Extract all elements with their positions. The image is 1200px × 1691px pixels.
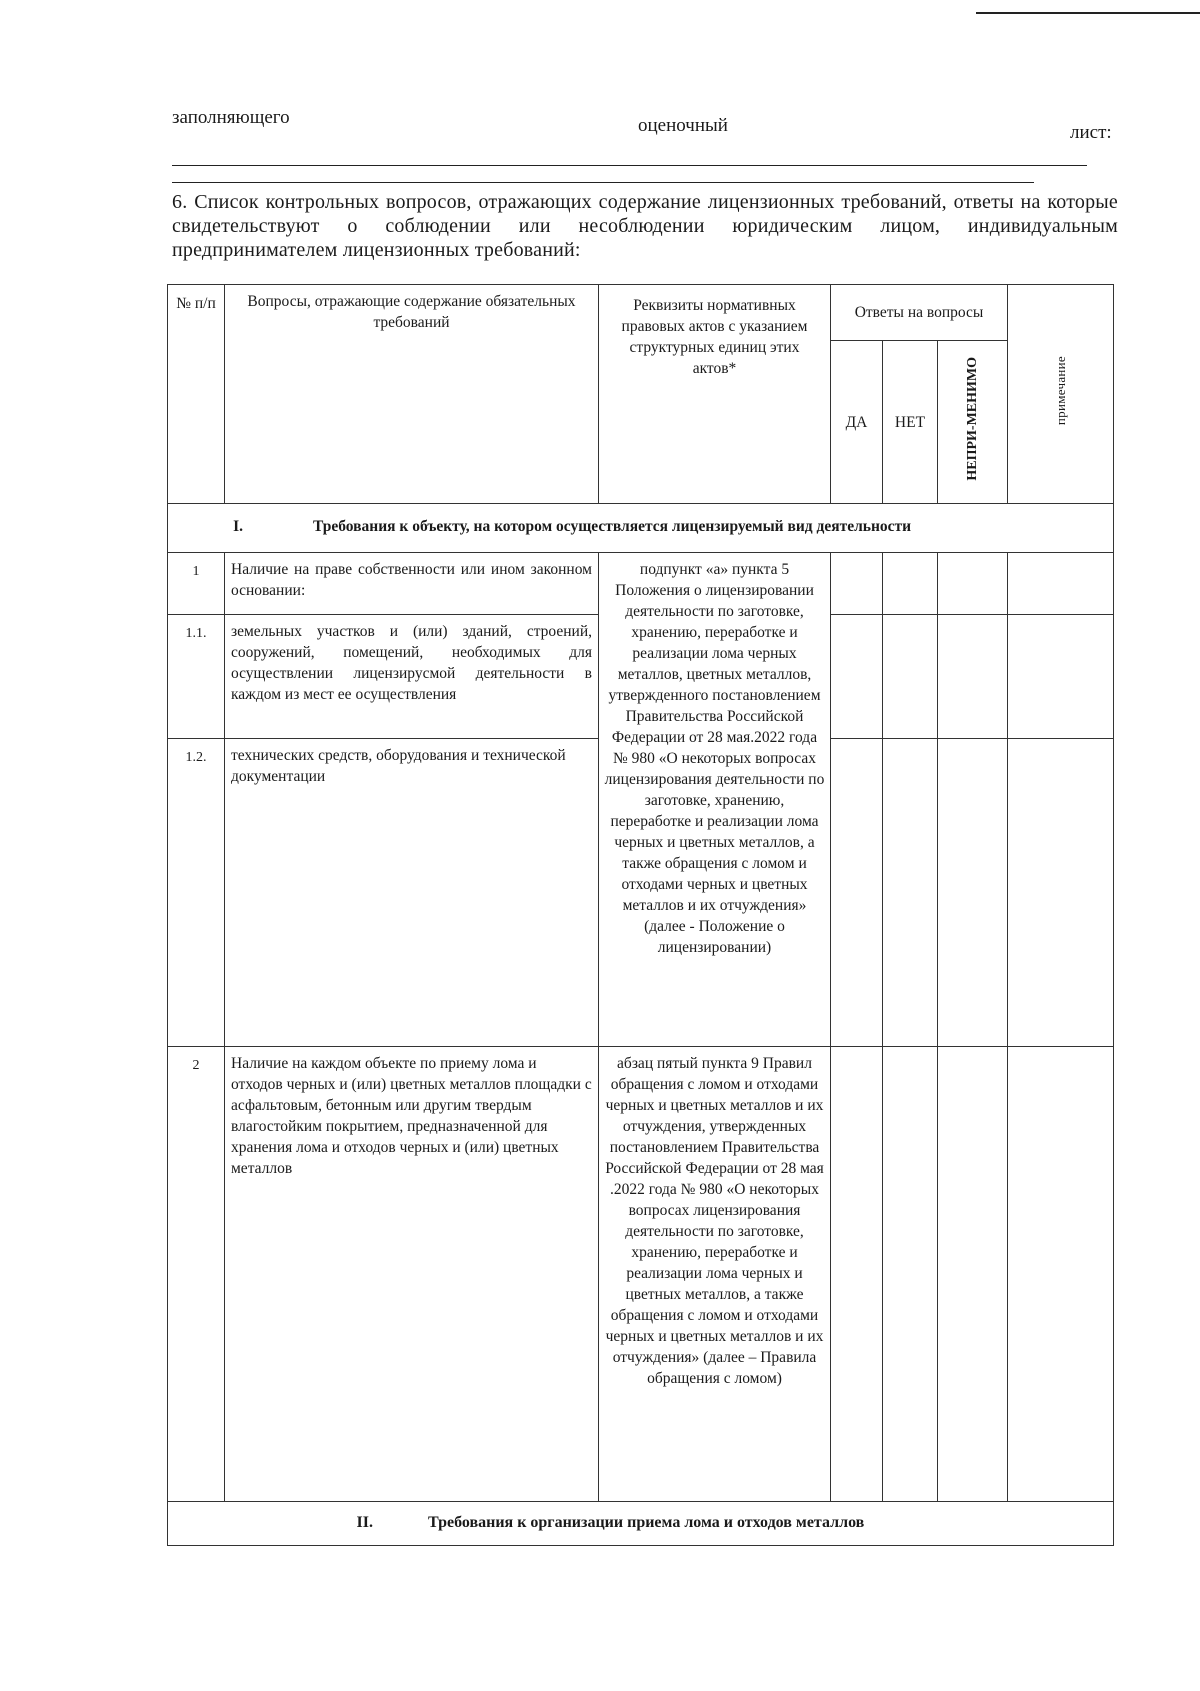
header-na: НЕПРИ-МЕНИМО (965, 357, 980, 481)
section-2-title: Требования к организации приема лома и отходов металлов (428, 1514, 865, 1531)
section-row-1 (168, 504, 1114, 553)
row-1-1-yes[interactable] (831, 615, 883, 739)
section-2-number: II. (356, 1514, 373, 1531)
row-1-2-yes[interactable] (831, 739, 883, 1047)
header-right-word: лист: (1070, 122, 1112, 143)
fill-line-2 (172, 182, 1034, 183)
section-1-title: Требования к объекту, на котором осуществляется лицензируемый вид деятельности (313, 518, 912, 535)
row-1-note[interactable] (1008, 553, 1114, 615)
table-row (168, 1047, 1114, 1502)
header-requisites: Реквизиты нормативных правовых актов с указанием структурных единиц этих актов* (599, 285, 831, 504)
row-1-na[interactable] (938, 553, 1008, 615)
row-2-question: Наличие на каждом объекте по приему лома и отходов черных и (или) цветных металлов площадки с асфальтовым, бетонным или другим твердым влагостойким покрытием, предназначенной для хранения лома и отходов черных и (или) цветных металлов (225, 1047, 599, 1502)
row-1-2-num: 1.2. (168, 739, 225, 1047)
header-mid-word: оценочный (638, 115, 728, 136)
header-num: № п/п (168, 285, 225, 504)
header-yes: ДА (831, 341, 883, 504)
table-header-row (168, 285, 1114, 341)
header-na-cell (938, 341, 1008, 504)
row-1-requisites: подпункт «а» пункта 5 Положения о лицензировании деятельности по заготовке, хранению, переработке и реализации лома черных металлов, цветных металлов, утвержденного постановлением Правительства Российской Федерации от 28 мая.2022 года № 980 «О некоторых вопросах лицензирования деятельности по заготовке, хранению, переработке и реализации лома черных и цветных металлов, а также обращения с ломом и отходами черных и цветных металлов и их отчуждения» (далее - Положение о лицензировании) (599, 553, 831, 1047)
table-row (168, 553, 1114, 615)
row-2-requisites: абзац пятый пункта 9 Правил обращения с ломом и отходами черных и цветных металлов и их отчуждения, утвержденных постановлением Правительства Российской Федерации от 28 мая .2022 года № 980 «О некоторых вопросах лицензирования деятельности по заготовке, хранению, переработке и реализации лома черных и цветных металлов, а также обращения с ломом и отходами черных и цветных металлов и их отчуждения» (далее – Правила обращения с ломом) (599, 1047, 831, 1502)
row-1-1-no[interactable] (883, 615, 938, 739)
row-2-num: 2 (168, 1047, 225, 1502)
row-1-2-na[interactable] (938, 739, 1008, 1047)
row-1-1-question: земельных участков и (или) зданий, строений, сооружений, помещений, необходимых для осуществлении лицензирусмой деятельности в каждом из мест ее осуществления (225, 615, 599, 739)
row-2-na[interactable] (938, 1047, 1008, 1502)
row-2-yes[interactable] (831, 1047, 883, 1502)
header-answers: Ответы на вопросы (831, 285, 1008, 341)
row-1-2-no[interactable] (883, 739, 938, 1047)
section-intro: 6. Список контрольных вопросов, отражающих содержание лицензионных требований, ответы на которые свидетельствуют о соблюдении или несоблюдении юридическим лицом, индивидуальным предпринимателем лицензионных требований: (172, 191, 1118, 261)
section-1-cell (168, 504, 1114, 553)
section-row-2 (168, 1502, 1114, 1546)
row-1-1-na[interactable] (938, 615, 1008, 739)
checklist-table (167, 284, 1114, 1546)
header-left-word: заполняющего (172, 107, 290, 128)
section-2-cell (168, 1502, 1114, 1546)
row-2-note[interactable] (1008, 1047, 1114, 1502)
header-no: НЕТ (883, 341, 938, 504)
top-edge-line (976, 12, 1200, 14)
row-1-no[interactable] (883, 553, 938, 615)
row-1-num: 1 (168, 553, 225, 615)
fill-line-1 (172, 165, 1087, 166)
header-note: примечание (1053, 356, 1069, 426)
header-note-cell (1008, 285, 1114, 504)
row-1-1-num: 1.1. (168, 615, 225, 739)
row-1-yes[interactable] (831, 553, 883, 615)
row-2-no[interactable] (883, 1047, 938, 1502)
header-question: Вопросы, отражающие содержание обязательных требований (225, 285, 599, 504)
row-1-2-question: технических средств, оборудования и технической документации (225, 739, 599, 1047)
row-1-1-note[interactable] (1008, 615, 1114, 739)
row-1-question: Наличие на праве собственности или ином законном основании: (225, 553, 599, 615)
section-1-number: I. (233, 518, 243, 535)
row-1-2-note[interactable] (1008, 739, 1114, 1047)
